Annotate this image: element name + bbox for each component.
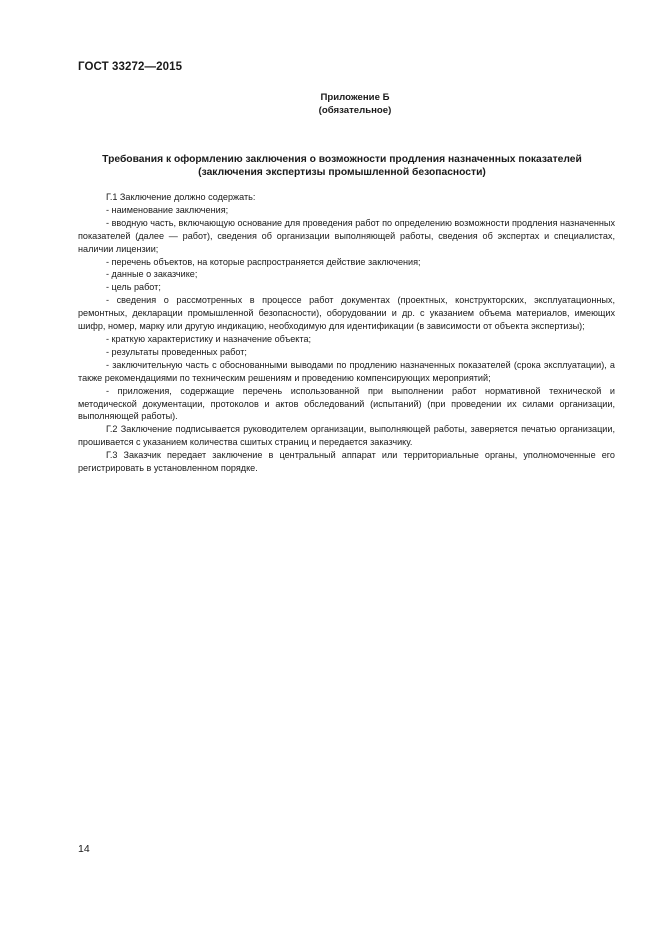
section-title [78,153,606,179]
appendix-status: (обязательное) [318,105,392,116]
list-item: - цель работ; [106,282,161,293]
clause-g1: Г.1 Заключение должно содержать: [106,192,256,202]
list-item: - вводную часть, включающую основание для проведения работ по определению возможности продления назначенных показателей (далее — работ), сведения об организации выполняющей работы, сведения об экспертах и специалистах, наличии лицензии; [78,217,615,254]
section-title-line-2: (заключения экспертизы промышленной безопасности) [198,167,486,178]
document-code: ГОСТ 33272—2015 [78,61,183,73]
appendix-heading [300,91,410,117]
list-item: - заключительную часть с обоснованными выводами по продлению назначенных показателей (срока эксплуатации), а также рекомендациями по техническим решениям и проведению компенсирующих мероприятий; [78,359,615,383]
appendix-label: Приложение Б [320,92,390,103]
list-item: - сведения о рассмотренных в процессе работ документах (проектных, конструкторских, эксплуатационных, ремонтных, декларации промышленной безопасности), оборудовании и др. с указанием объема материалов, имеющих шифр, номер, марку или другую индикацию, необходимую для идентификации (в зависимости от объекта экспертизы); [78,295,615,332]
list-item: - приложения, содержащие перечень использованной при выполнении работ нормативной технической и методической документации, протоколов и актов обследований (испытаний) (при проведении их силами организации, выполняющей работы). [78,385,615,422]
section-title-line-1: Требования к оформлению заключения о возможности продления назначенных показателей [102,154,582,165]
list-item: - краткую характеристику и назначение объекта; [106,333,312,344]
clause-g3: Г.3 Заказчик передает заключение в центральный аппарат или территориальные органы, уполномоченные его регистрировать в установленном порядке. [78,450,615,474]
clause-g2: Г.2 Заключение подписывается руководителем организации, выполняющей работы, заверяется печатью организации, прошивается с указанием количества сшитых страниц и передается заказчику. [78,424,615,448]
list-item: - результаты проведенных работ; [106,346,247,357]
list-item: - данные о заказчике; [106,269,198,280]
list-item: - наименование заключения; [106,204,229,215]
body-text [78,191,615,475]
page-number: 14 [78,843,90,855]
list-item: - перечень объектов, на которые распространяется действие заключения; [106,256,421,267]
